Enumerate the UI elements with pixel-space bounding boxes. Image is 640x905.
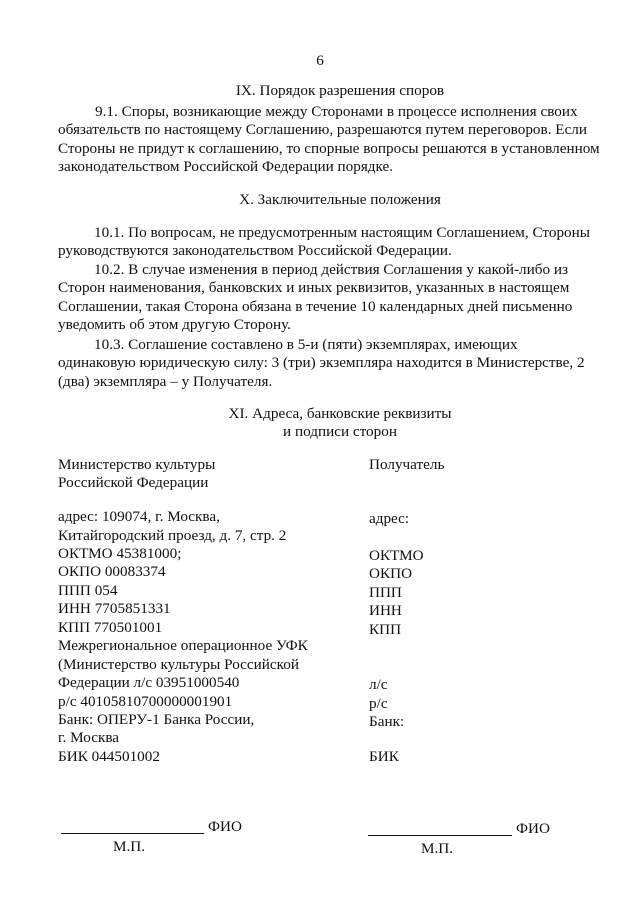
section10-title: X. Заключительные положения	[239, 191, 441, 208]
paragraph-line: Стороны не придут к соглашению, то спорные вопросы решаются в установленном	[58, 140, 600, 157]
right-party-ppp: ППП	[369, 584, 402, 601]
left-party-ppp: ППП 054	[58, 582, 118, 599]
right-party-account: р/с	[369, 695, 388, 712]
left-party-inn: ИНН 7705851331	[58, 600, 171, 617]
left-party-kpp: КПП 770501001	[58, 619, 163, 636]
right-party-okpo: ОКПО	[369, 565, 413, 582]
right-party-inn: ИНН	[369, 602, 402, 619]
right-party-address: адрес:	[369, 510, 410, 527]
left-party-bank: Банк: ОПЕРУ-1 Банка России,	[58, 711, 255, 728]
paragraph-line: законодательством Российской Федерации порядке.	[58, 158, 394, 175]
left-party-bank: г. Москва	[58, 729, 120, 746]
right-party-oktmo: ОКТМО	[369, 547, 424, 564]
section9-title: IX. Порядок разрешения споров	[235, 82, 445, 99]
left-party-account: р/с 40105810700000001901	[58, 693, 233, 710]
paragraph-line: 9.1. Споры, возникающие между Сторонами в процессе исполнения своих	[95, 103, 578, 120]
paragraph-line: 10.3. Соглашение составлено в 5-и (пяти) экземплярах, имеющих	[94, 336, 518, 353]
right-signature-fio: ФИО	[516, 820, 550, 837]
right-party-kpp: КПП	[369, 621, 402, 638]
left-party-ufk: Межрегиональное операционное УФК	[58, 637, 308, 654]
paragraph-line: (два) экземпляра – у Получателя.	[58, 373, 273, 390]
left-signature-line	[61, 833, 204, 834]
left-party-address: Китайгородский проезд, д. 7, стр. 2	[58, 527, 287, 544]
paragraph-line: обязательств по настоящему Соглашению, разрешаются путем переговоров. Если	[58, 121, 588, 138]
left-party-ufk: Федерации л/с 03951000540	[58, 674, 240, 691]
left-party-name: Российской Федерации	[58, 474, 209, 491]
paragraph-line: Сторон наименования, банковских и иных реквизитов, указанных в настоящем	[58, 279, 570, 296]
right-signature-line	[368, 835, 512, 836]
left-party-okpo: ОКПО 00083374	[58, 563, 166, 580]
left-signature-fio: ФИО	[208, 818, 242, 835]
paragraph-line: 10.2. В случае изменения в период действия Соглашения у какой-либо из	[94, 261, 568, 278]
right-party-ls: л/с	[369, 676, 388, 693]
paragraph-line: руководствуются законодательством Российской Федерации.	[58, 242, 452, 259]
left-party-bik: БИК 044501002	[58, 748, 160, 765]
section11-title: XI. Адреса, банковские реквизиты	[228, 405, 452, 422]
right-stamp-label: М.П.	[421, 840, 454, 857]
paragraph-line: Соглашении, такая Сторона обязана в течение 10 календарных дней письменно	[58, 298, 573, 315]
left-party-oktmo: ОКТМО 45381000;	[58, 545, 182, 562]
left-stamp-label: М.П.	[113, 838, 146, 855]
right-party-name: Получатель	[369, 456, 445, 473]
right-party-bank: Банк:	[369, 713, 405, 730]
left-party-ufk: (Министерство культуры Российской	[58, 656, 299, 673]
paragraph-line: одинаковую юридическую силу: 3 (три) экземпляра находится в Министерстве, 2	[58, 354, 585, 371]
paragraph-line: уведомить об этом другую Сторону.	[58, 316, 291, 333]
page-number: 6	[316, 52, 324, 69]
right-party-bik: БИК	[369, 748, 399, 765]
paragraph-line: 10.1. По вопросам, не предусмотренным настоящим Соглашением, Стороны	[94, 224, 590, 241]
left-party-name: Министерство культуры	[58, 456, 216, 473]
section11-subtitle: и подписи сторон	[283, 423, 397, 440]
left-party-address: адрес: 109074, г. Москва,	[58, 508, 220, 525]
